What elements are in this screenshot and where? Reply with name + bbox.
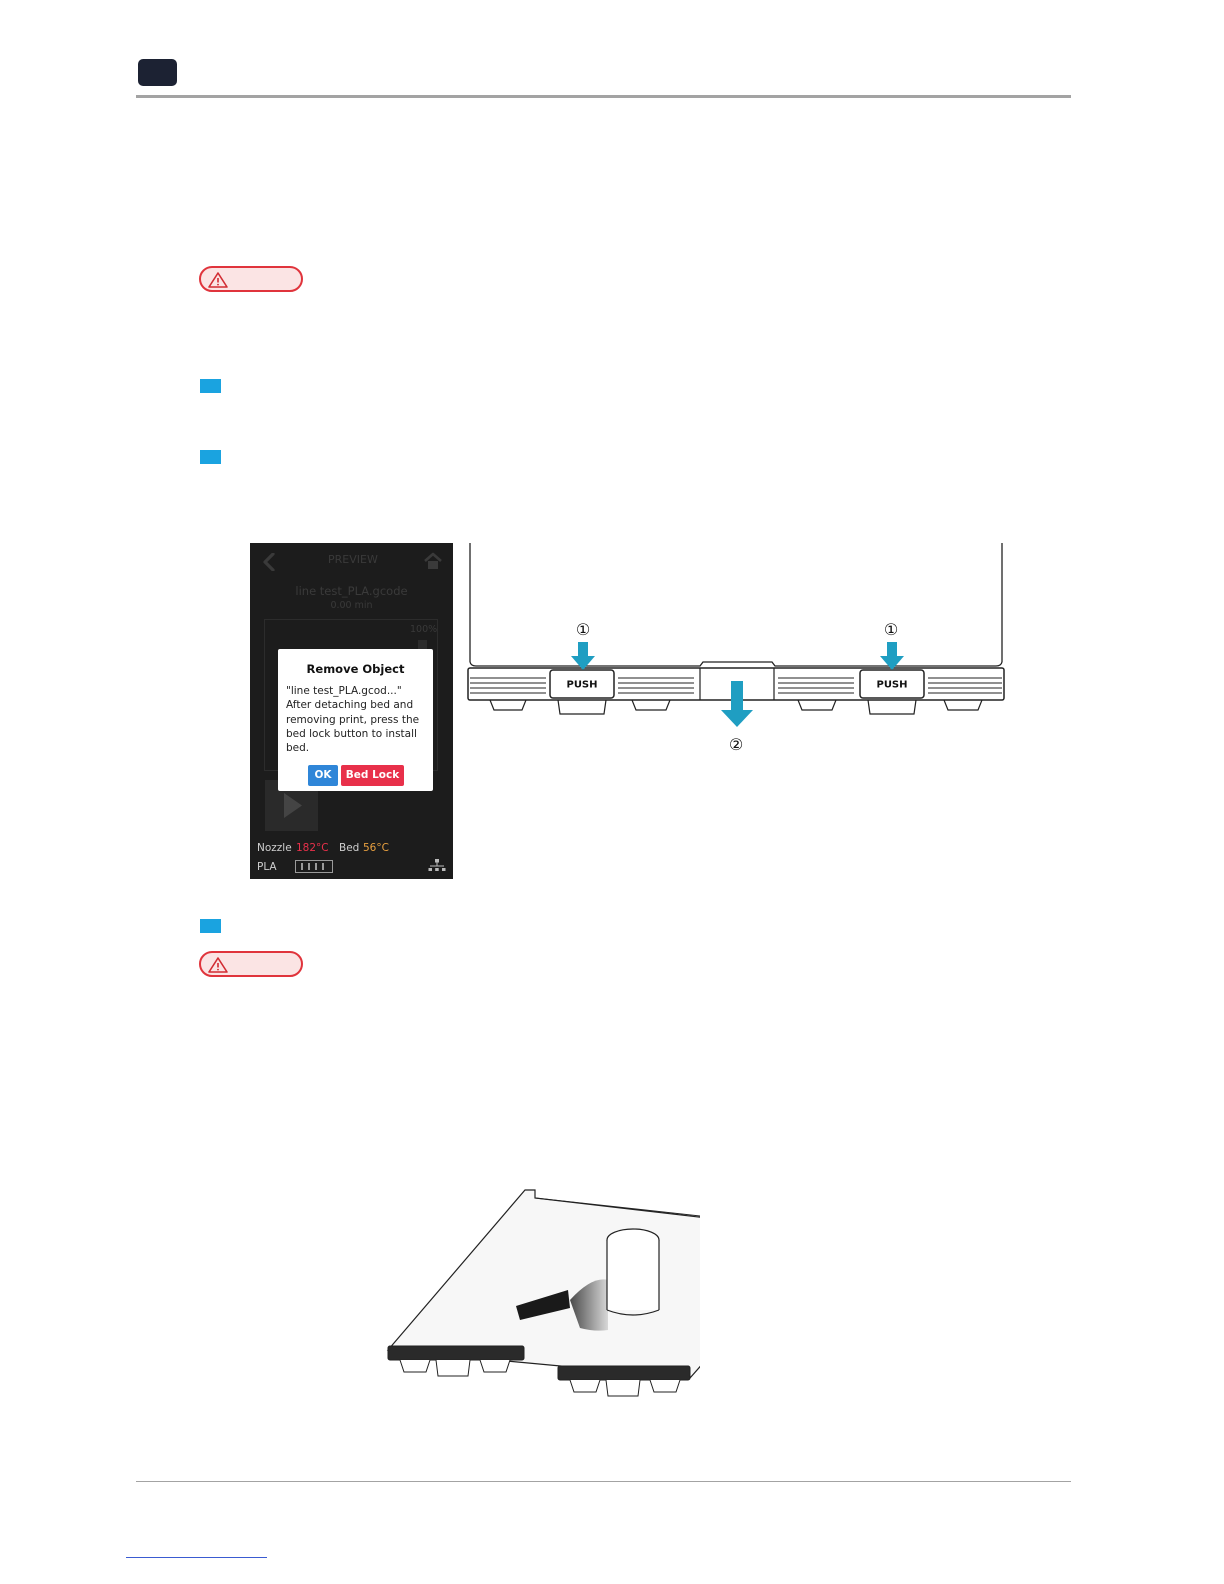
back-arrow-icon[interactable] <box>262 553 276 571</box>
ok-button[interactable]: OK <box>308 765 338 786</box>
chapter-badge <box>138 59 177 86</box>
dialog-line: bed. <box>286 742 310 755</box>
dialog-title: Remove Object <box>306 662 405 676</box>
footer-divider <box>136 1481 1071 1482</box>
warning-badge <box>199 951 303 977</box>
nozzle-temp: 182°C <box>296 842 329 854</box>
bed-lock-button[interactable]: Bed Lock <box>341 765 404 786</box>
step-marker-2 <box>200 450 221 464</box>
warning-icon <box>207 271 229 289</box>
home-icon[interactable] <box>423 552 443 570</box>
callout-pull: ② <box>728 735 744 754</box>
dialog-line: removing print, press the <box>286 713 420 726</box>
filament-indicator <box>295 860 333 873</box>
material-label: PLA <box>257 861 277 873</box>
progress-percent: 100% <box>410 624 438 635</box>
dialog-line: "line test_PLA.gcod..." <box>286 685 402 697</box>
step-marker-3 <box>200 919 221 933</box>
printer-touchscreen <box>250 543 453 879</box>
step-marker-1 <box>200 379 221 393</box>
network-icon <box>428 858 446 873</box>
header-divider <box>136 95 1071 98</box>
push-label-left: PUSH <box>566 679 598 691</box>
warning-icon <box>207 956 229 974</box>
callout-push-left: ① <box>575 620 591 639</box>
bed-detach-diagram <box>462 540 1018 760</box>
file-name: line test_PLA.gcode <box>295 584 408 598</box>
bed-temp: 56°C <box>363 842 389 854</box>
dialog-message <box>286 684 428 755</box>
dialog-line: bed lock button to install <box>286 727 417 740</box>
dialog-line: After detaching bed and <box>286 699 414 712</box>
scraper-removal-illustration <box>380 1180 700 1410</box>
screen-title: PREVIEW <box>328 553 378 566</box>
push-label-right: PUSH <box>876 679 908 691</box>
footer-link-underline[interactable] <box>126 1557 267 1558</box>
callout-push-right: ① <box>883 620 899 639</box>
nozzle-label: Nozzle <box>257 842 292 854</box>
bed-label: Bed <box>339 842 360 854</box>
warning-badge <box>199 266 303 292</box>
file-subtitle: 0.00 min <box>330 600 373 611</box>
